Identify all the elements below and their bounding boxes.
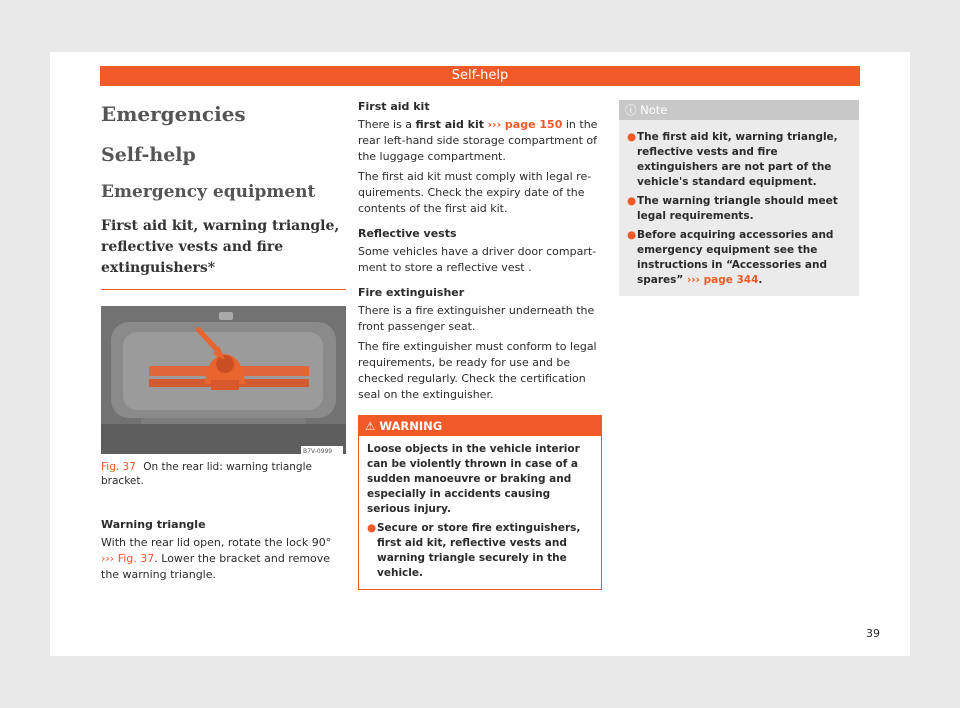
note-body bbox=[619, 120, 859, 296]
note-title: Note bbox=[640, 103, 668, 117]
fa-p1-b: in the rear left-hand side storage compartment of the luggage compartment. bbox=[358, 118, 598, 163]
warning-bullet-1 bbox=[367, 521, 593, 581]
warning-title: WARNING bbox=[379, 419, 443, 433]
figure-label: Fig. 37 bbox=[101, 461, 136, 473]
note-bullet-1-text: The first aid kit, warning triangle, reflective vests and fire extinguishers are not part of the vehicle's standard equipment. bbox=[637, 131, 838, 188]
figure-caption-text: On the rear lid: warning triangle bracket. bbox=[101, 461, 312, 487]
fig-37-link[interactable]: Fig. 37 bbox=[117, 552, 155, 565]
heading-self-help: Self-help bbox=[101, 144, 196, 166]
warning-triangle-text bbox=[101, 535, 346, 583]
fa-p1-a: There is a bbox=[358, 118, 416, 131]
bullet-icon: ● bbox=[627, 195, 637, 207]
note-bullet-2 bbox=[627, 194, 851, 224]
page-344-link[interactable]: ››› page 344 bbox=[686, 274, 759, 286]
left-column bbox=[101, 102, 346, 583]
heading-emergencies: Emergencies bbox=[101, 102, 246, 126]
bullet-icon: ● bbox=[627, 229, 637, 241]
extinguisher-p2: The fire extinguisher must conform to legal requirements, be ready for use and be checked regularly. Check the certification seal on the extinguisher. bbox=[358, 340, 597, 401]
wt-arrows: ››› bbox=[101, 552, 115, 565]
note-bullet-3 bbox=[627, 228, 851, 288]
first-aid-heading: First aid kit bbox=[358, 100, 430, 113]
rear-lid-illustration bbox=[101, 306, 346, 454]
vests-p1: Some vehicles have a driver door compartment to store a reflective vest . bbox=[358, 245, 597, 274]
note-box bbox=[619, 100, 859, 296]
first-aid-p1 bbox=[358, 117, 602, 165]
bullet-icon: ● bbox=[627, 131, 637, 143]
page-header: Self-help bbox=[100, 66, 860, 86]
extinguisher-p1: There is a fire extinguisher underneath the front passenger seat. bbox=[358, 304, 595, 333]
warning-box bbox=[358, 415, 602, 590]
warning-header bbox=[359, 416, 601, 436]
figure-rear-lid bbox=[101, 306, 346, 454]
extinguisher-heading: Fire extinguisher bbox=[358, 286, 465, 299]
figure-caption bbox=[101, 460, 346, 488]
wt-text-a: With the rear lid open, rotate the lock 90° bbox=[101, 536, 332, 549]
nb3-a: Before acquiring accessories and emergency equipment see the instructions in “Accessories and spares” bbox=[637, 229, 834, 286]
right-column bbox=[619, 100, 859, 296]
middle-column bbox=[358, 100, 602, 590]
warning-p1: Loose objects in the vehicle interior can be violently thrown in case of a sudden manoeuvre or braking and especially in accidents causing serious injury. bbox=[367, 443, 580, 515]
warning-body bbox=[359, 436, 601, 589]
heading-first-aid-kit: First aid kit, warning triangle, reflective vests and fire extinguishers* bbox=[101, 216, 346, 290]
figure-code: B7V-0999 bbox=[303, 448, 333, 454]
warning-icon: ⚠ bbox=[365, 419, 376, 433]
note-header bbox=[619, 100, 859, 120]
heading-emergency-equipment: Emergency equipment bbox=[101, 182, 316, 202]
note-bullet-3-text bbox=[637, 228, 851, 288]
page-150-link[interactable]: ››› page 150 bbox=[487, 118, 563, 131]
note-bullet-2-text: The warning triangle should meet legal requirements. bbox=[637, 195, 838, 222]
warning-triangle-heading: Warning triangle bbox=[101, 518, 206, 531]
warning-bullet-1-text: Secure or store fire extinguishers, first aid kit, reflective vests and warning triangle securely in the vehicle. bbox=[377, 522, 581, 579]
note-bullet-1 bbox=[627, 130, 851, 190]
info-icon: ⓘ bbox=[625, 103, 637, 117]
nb3-b: . bbox=[758, 274, 763, 286]
first-aid-p2: The first aid kit must comply with legal requirements. Check the expiry date of the contents of the first aid kit. bbox=[358, 170, 592, 215]
warning-triangle-section bbox=[101, 518, 346, 583]
page bbox=[50, 52, 910, 656]
vests-heading: Reflective vests bbox=[358, 227, 457, 240]
bullet-icon: ● bbox=[367, 522, 377, 534]
wt-text-b: . Lower the bracket and remove the warning triangle. bbox=[101, 552, 331, 581]
page-number: 39 bbox=[866, 627, 880, 640]
fa-p1-bold: first aid kit bbox=[415, 118, 484, 131]
